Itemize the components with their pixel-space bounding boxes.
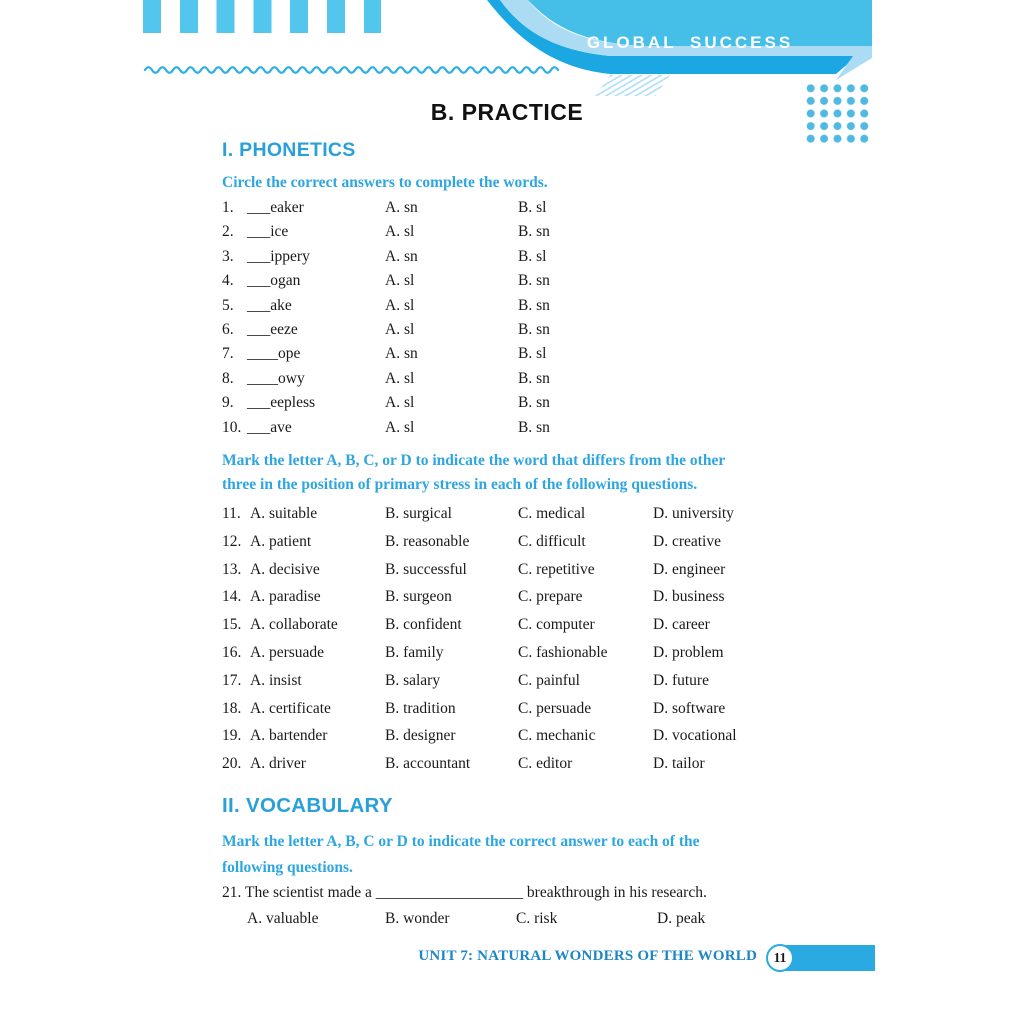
stress-question-list: [222, 500, 737, 778]
question-row: [222, 583, 737, 611]
question-stem: ___ave: [247, 418, 292, 436]
option-d: D. future: [653, 671, 709, 689]
question-number: 1.: [222, 199, 234, 216]
option-b: B. accountant: [385, 755, 471, 773]
option-c: C. persuade: [518, 699, 592, 717]
option-b: B. sn: [518, 320, 550, 338]
option-c: C. medical: [518, 505, 586, 522]
question-row: [222, 245, 550, 269]
vocabulary-question: 21. The scientist made a ___________________ breakthrough in his research.: [222, 884, 707, 901]
question-number: 10.: [222, 418, 242, 436]
option-b: B. sn: [518, 223, 550, 241]
instruction-line: following questions.: [222, 859, 353, 876]
option-a: A. insist: [250, 671, 302, 689]
question-stem: ___eaker: [247, 199, 304, 216]
page-number: 11: [773, 950, 787, 965]
option-b: B. family: [385, 643, 444, 661]
option-c: C. mechanic: [518, 727, 596, 745]
question-number: 5.: [222, 296, 234, 314]
option-a: A. sn: [385, 199, 418, 216]
option: A. valuable: [247, 910, 319, 927]
question-row: [222, 318, 550, 342]
question-row: [222, 500, 737, 528]
option-b: B. sn: [518, 418, 550, 436]
option-c: C. editor: [518, 755, 573, 773]
instruction-line: three in the position of primary stress in each of the following questions.: [222, 475, 698, 493]
option-a: A. collaborate: [250, 616, 338, 634]
option-a: A. sl: [385, 223, 415, 241]
option-b: B. confident: [385, 616, 462, 634]
option-a: A. decisive: [250, 560, 320, 578]
question-row: [222, 196, 550, 220]
option-c: C. computer: [518, 616, 595, 634]
page-title: B. PRACTICE: [430, 99, 584, 125]
stress-instruction: [222, 449, 725, 496]
option-a: A. certificate: [250, 699, 331, 717]
option-b: B. salary: [385, 671, 441, 689]
option-a: A. paradise: [250, 588, 321, 606]
option-b: B. tradition: [385, 699, 456, 717]
option-a: A. persuade: [250, 643, 325, 661]
option-c: C. painful: [518, 671, 580, 689]
question-row: [222, 416, 550, 440]
option-d: D. vocational: [653, 727, 737, 745]
option-d: D. university: [653, 505, 734, 522]
option-d: D. software: [653, 699, 726, 717]
option-a: A. sl: [385, 369, 415, 387]
question-stem: ___eepless: [247, 394, 316, 412]
option-b: B. successful: [385, 560, 467, 578]
question-row: [222, 667, 737, 695]
question-number: 18.: [222, 699, 242, 717]
option-a: A. sl: [385, 272, 415, 290]
question-row: [222, 391, 550, 415]
option-b: B. sn: [518, 369, 550, 387]
option-b: B. reasonable: [385, 532, 470, 550]
question-row: [222, 695, 737, 723]
question-number: 17.: [222, 671, 242, 689]
phonetics-heading: I. PHONETICS: [222, 139, 356, 161]
question-row: [222, 220, 550, 244]
question-stem: ___eeze: [247, 320, 298, 338]
question-row: [222, 367, 550, 391]
question-number: 15.: [222, 616, 242, 634]
question-number: 4.: [222, 272, 234, 290]
option-a: A. sn: [385, 247, 418, 265]
question-row: [222, 294, 550, 318]
question-row: [222, 722, 737, 750]
footer-unit-label: UNIT 7: NATURAL WONDERS OF THE WORLD: [418, 948, 757, 964]
instruction-line: Mark the letter A, B, C or D to indicate the correct answer to each of the: [222, 833, 700, 850]
question-number: 8.: [222, 369, 234, 387]
option-b: B. sn: [518, 296, 550, 314]
question-stem: ___ake: [247, 296, 292, 314]
option: D. peak: [657, 910, 706, 927]
option-b: B. surgical: [385, 505, 452, 522]
question-row: [222, 750, 737, 778]
vocabulary-instruction: [222, 829, 700, 881]
question-number: 12.: [222, 532, 242, 550]
question-number: 7.: [222, 345, 234, 363]
question-stem: ____ope: [247, 345, 301, 363]
question-number: 13.: [222, 560, 242, 578]
option-b: B. sl: [518, 199, 547, 216]
instruction-line: Mark the letter A, B, C, or D to indicate the word that differs from the other: [222, 452, 726, 469]
option-a: A. sl: [385, 394, 415, 412]
option-c: C. repetitive: [518, 560, 595, 578]
question-number: 20.: [222, 755, 242, 773]
question-stem: ___ippery: [247, 247, 310, 265]
question-row: [222, 556, 737, 584]
option-b: B. surgeon: [385, 588, 452, 606]
question-number: 16.: [222, 643, 242, 661]
phonetics-instruction: Circle the correct answers to complete the words.: [222, 174, 548, 191]
question-number: 3.: [222, 247, 234, 265]
question-number: 2.: [222, 223, 234, 241]
page-number-badge: [766, 944, 794, 972]
brand-label: GLOBAL SUCCESS: [586, 33, 794, 52]
option-c: C. difficult: [518, 532, 586, 550]
wavy-line: [145, 67, 558, 73]
question-stem: ___ice: [247, 223, 289, 241]
option-c: C. fashionable: [518, 643, 608, 661]
option-d: D. engineer: [653, 560, 726, 578]
question-number: 9.: [222, 394, 234, 412]
vocabulary-heading: II. VOCABULARY: [222, 794, 393, 817]
option: C. risk: [516, 910, 558, 927]
option-a: A. sl: [385, 418, 415, 436]
question-number: 6.: [222, 320, 234, 338]
option-a: A. sn: [385, 345, 418, 363]
option-d: D. problem: [653, 643, 724, 661]
option-a: A. patient: [250, 532, 312, 550]
question-row: [222, 611, 737, 639]
phonetics-question-list: [222, 196, 550, 440]
option-b: B. sl: [518, 247, 547, 265]
vocabulary-options: [247, 910, 705, 928]
question-row: [222, 342, 550, 366]
option-a: A. sl: [385, 320, 415, 338]
option-c: C. prepare: [518, 588, 583, 606]
option-a: A. suitable: [250, 505, 318, 522]
question-row: [222, 528, 737, 556]
option-b: B. sn: [518, 272, 550, 290]
question-stem: ___ogan: [247, 272, 301, 290]
question-number: 11.: [222, 505, 241, 522]
question-row: [222, 269, 550, 293]
question-stem: ____owy: [247, 369, 305, 387]
question-number: 19.: [222, 727, 242, 745]
option-a: A. sl: [385, 296, 415, 314]
option-a: A. bartender: [250, 727, 328, 745]
option-a: A. driver: [250, 755, 306, 773]
option-d: D. career: [653, 616, 710, 634]
option-b: B. sl: [518, 345, 547, 363]
option-d: D. creative: [653, 532, 721, 550]
option-b: B. designer: [385, 727, 456, 745]
option-d: D. business: [653, 588, 725, 606]
option: B. wonder: [385, 910, 450, 927]
question-number: 14.: [222, 588, 242, 606]
option-d: D. tailor: [653, 755, 705, 773]
question-row: [222, 639, 737, 667]
option-b: B. sn: [518, 394, 550, 412]
